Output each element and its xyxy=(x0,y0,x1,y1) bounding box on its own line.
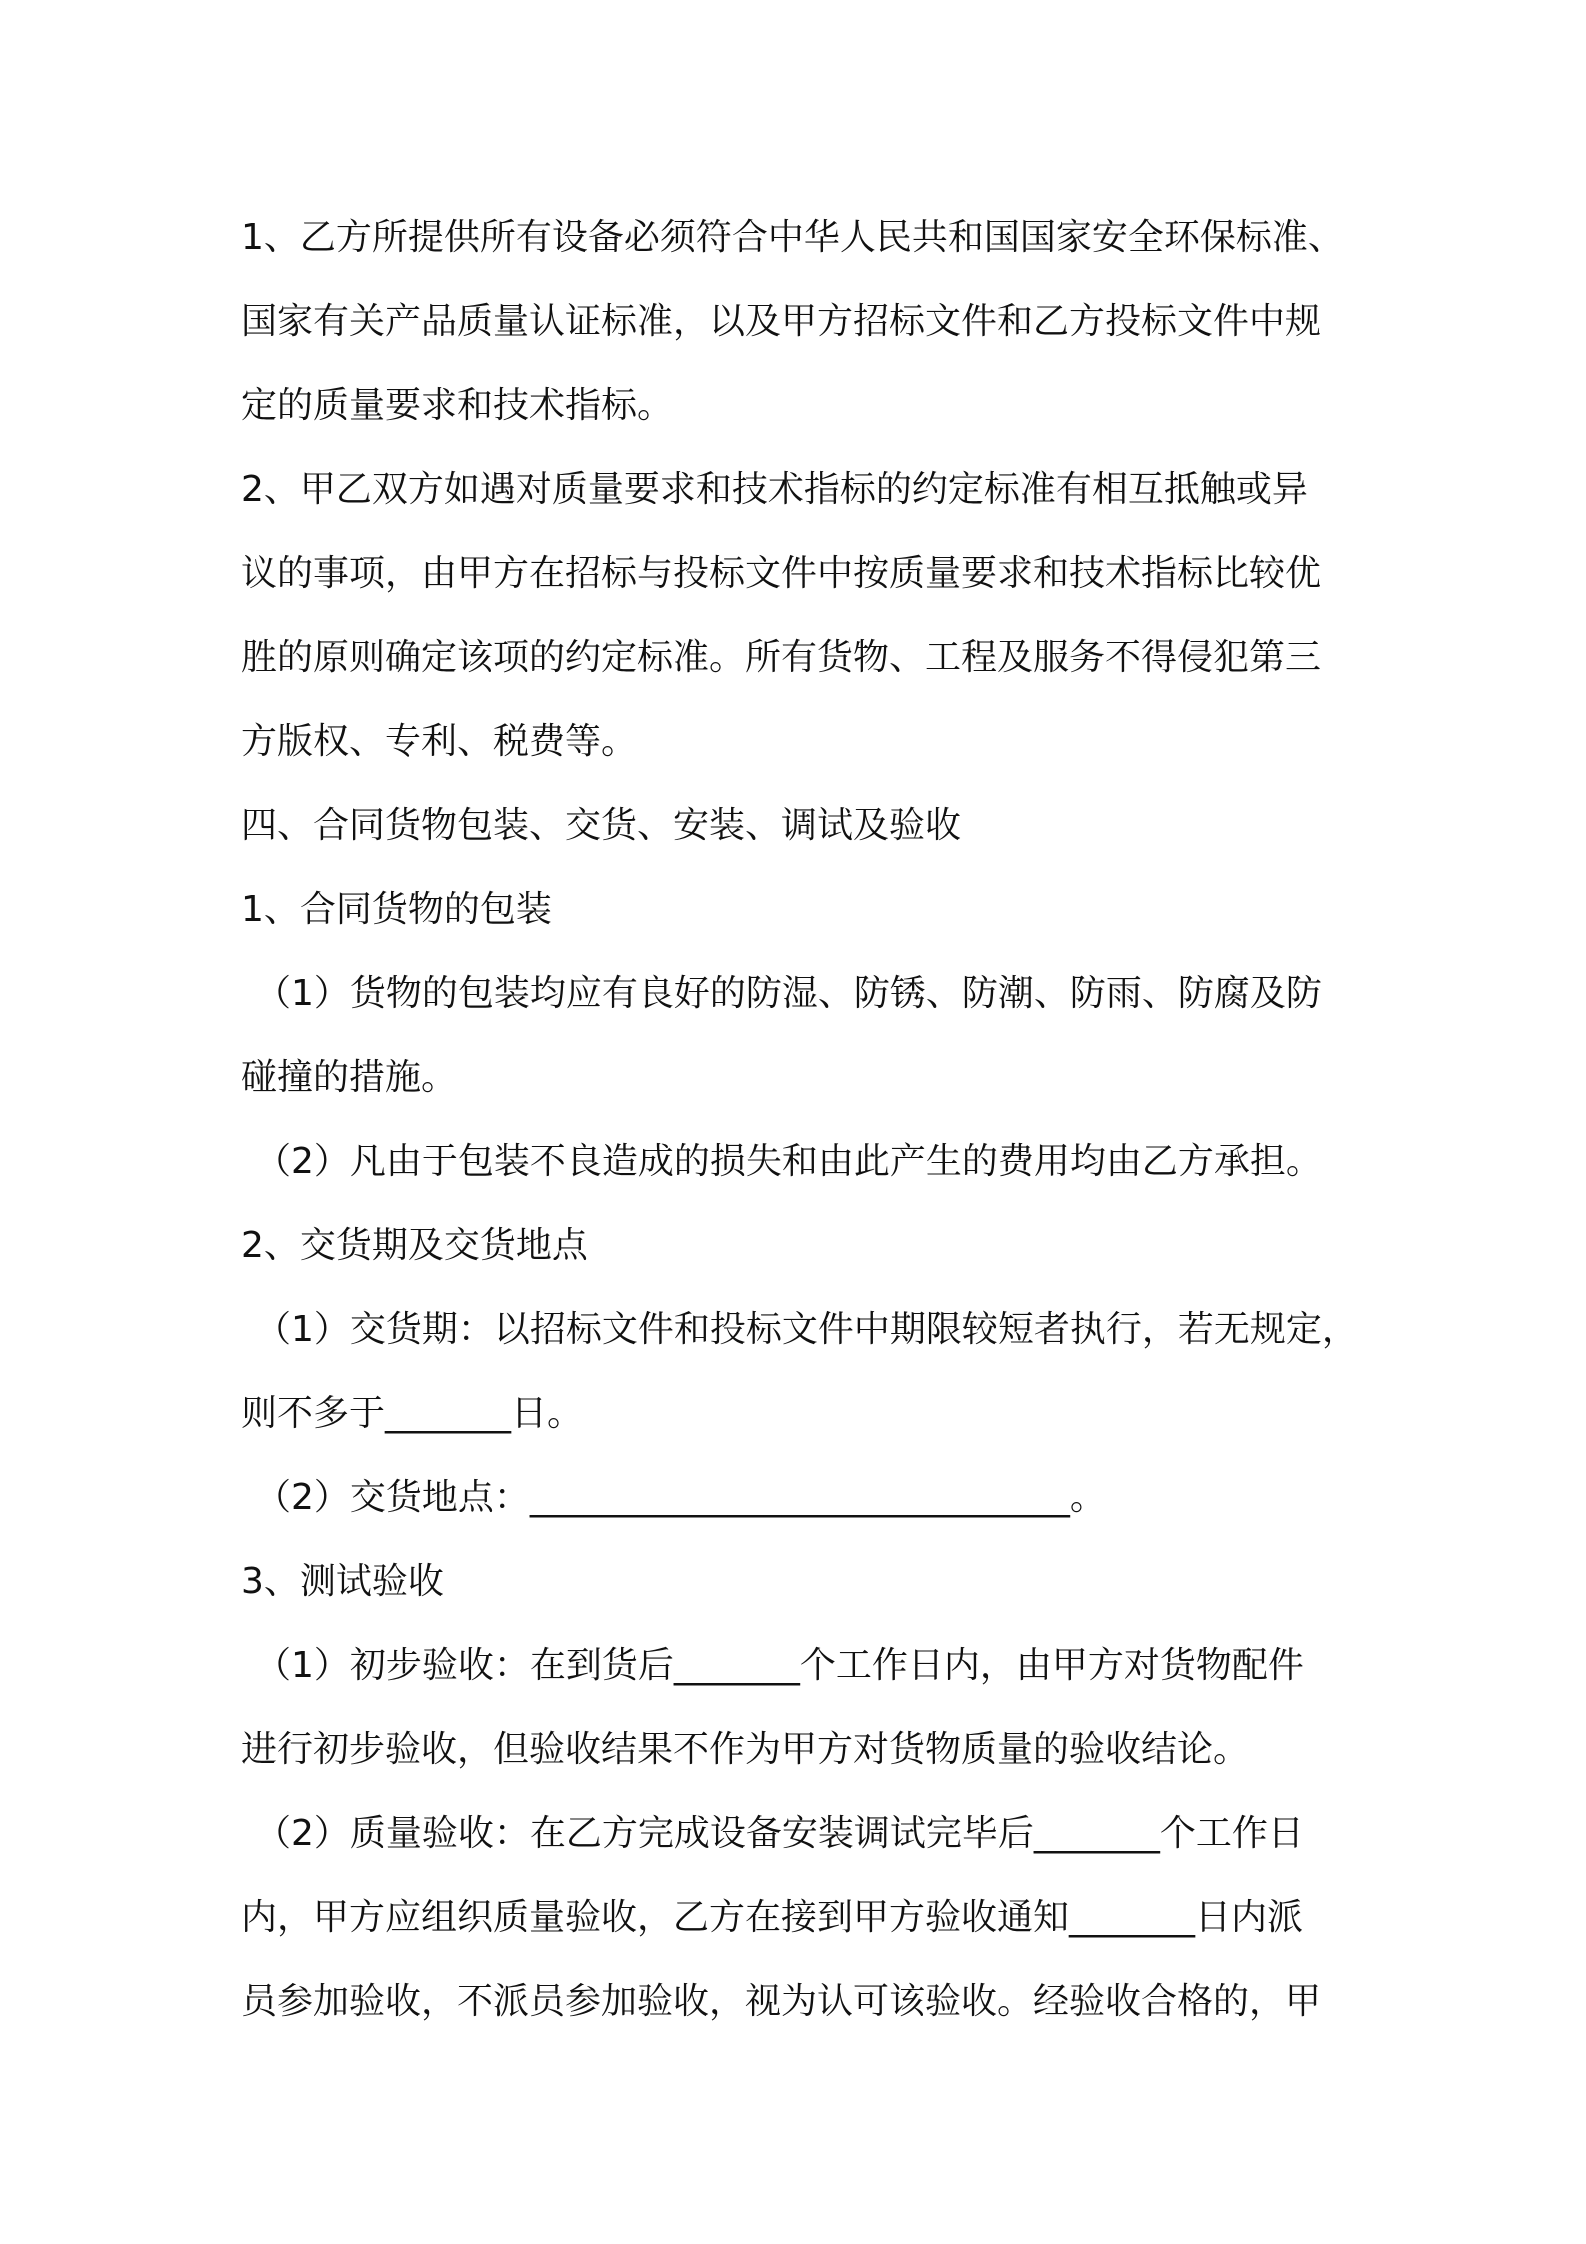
acceptance-item-2-line-3: 员参加验收，不派员参加验收，视为认可该验收。经验收合格的，甲 xyxy=(241,1981,1322,2022)
acceptance-item-1-line-2: 进行初步验收，但验收结果不作为甲方对货物质量的验收结论。 xyxy=(241,1729,1250,1770)
clause-2-line-3: 胜的原则确定该项的约定标准。所有货物、工程及服务不得侵犯第三 xyxy=(241,637,1322,678)
packaging-item-2: （2）凡由于包装不良造成的损失和由此产生的费用均由乙方承担。 xyxy=(255,1141,1322,1182)
delivery-item-2: （2）交货地点：______________________________。 xyxy=(255,1477,1106,1518)
clause-2-line-2: 议的事项，由甲方在招标与投标文件中按质量要求和技术指标比较优 xyxy=(241,553,1322,594)
delivery-item-1-line-2: 则不多于_______日。 xyxy=(241,1393,584,1434)
acceptance-item-2-line-1: （2）质量验收：在乙方完成设备安装调试完毕后_______个工作日 xyxy=(255,1813,1304,1854)
document-body xyxy=(241,196,1371,2044)
packaging-item-1-line-2: 碰撞的措施。 xyxy=(241,1057,458,1098)
clause-2-line-1: 2、甲乙双方如遇对质量要求和技术指标的约定标准有相互抵触或异 xyxy=(241,469,1308,510)
subsection-2-heading: 2、交货期及交货地点 xyxy=(241,1225,588,1266)
subsection-3-heading: 3、测试验收 xyxy=(241,1561,444,1602)
delivery-item-1-line-1: （1）交货期：以招标文件和投标文件中期限较短者执行，若无规定， xyxy=(255,1309,1358,1350)
clause-1-line-3: 定的质量要求和技术指标。 xyxy=(241,385,674,426)
acceptance-item-2-line-2: 内，甲方应组织质量验收，乙方在接到甲方验收通知_______日内派 xyxy=(241,1897,1304,1938)
clause-2-line-4: 方版权、专利、税费等。 xyxy=(241,721,638,762)
packaging-item-1-line-1: （1）货物的包装均应有良好的防湿、防锈、防潮、防雨、防腐及防 xyxy=(255,973,1322,1014)
subsection-1-heading: 1、合同货物的包装 xyxy=(241,889,552,930)
acceptance-item-1-line-1: （1）初步验收：在到货后_______个工作日内，由甲方对货物配件 xyxy=(255,1645,1304,1686)
clause-1-line-2: 国家有关产品质量认证标准，以及甲方招标文件和乙方投标文件中规 xyxy=(241,301,1322,342)
clause-1-line-1: 1、乙方所提供所有设备必须符合中华人民共和国国家安全环保标准、 xyxy=(241,217,1344,258)
section-4-heading: 四、合同货物包装、交货、安装、调试及验收 xyxy=(241,805,962,846)
